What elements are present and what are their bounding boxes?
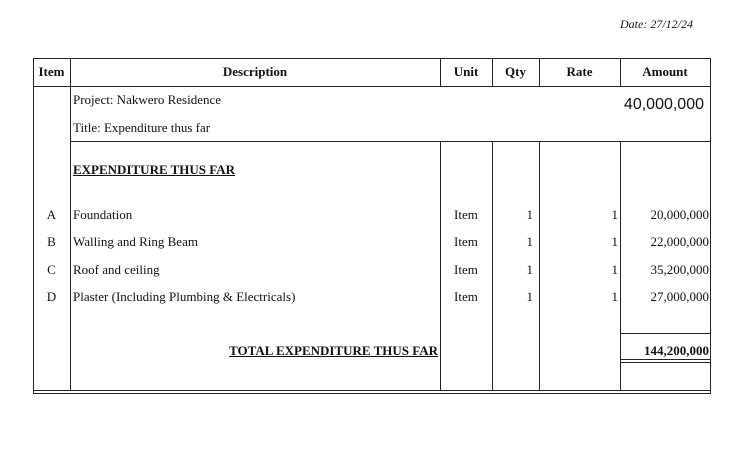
row-amount: 20,000,000: [650, 207, 709, 222]
row-item-code: B: [47, 234, 56, 249]
total-amount: 144,200,000: [644, 343, 709, 358]
total-box-bottom-double: [620, 362, 711, 363]
header-item: Item: [38, 64, 65, 79]
header-unit: Unit: [453, 64, 479, 79]
header-bottom-border: [33, 86, 711, 87]
row-rate: 1: [611, 234, 618, 249]
row-qty: 1: [526, 262, 533, 277]
row-qty: 1: [526, 207, 533, 222]
header-amount: Amount: [642, 64, 688, 79]
row-unit: Item: [454, 207, 478, 222]
item-column-divider: [70, 58, 71, 391]
table-left-border: [33, 58, 34, 394]
row-qty: 1: [526, 234, 533, 249]
row-item-code: D: [46, 289, 57, 304]
row-item-code: A: [46, 207, 57, 222]
row-rate: 1: [611, 262, 618, 277]
row-rate: 1: [611, 289, 618, 304]
total-box-bottom: [620, 359, 711, 360]
row-amount: 35,200,000: [650, 262, 709, 277]
row-description: Roof and ceiling: [73, 262, 160, 277]
row-description: Walling and Ring Beam: [73, 234, 198, 249]
header-qty: Qty: [505, 64, 526, 79]
row-description: Foundation: [73, 207, 133, 222]
row-rate: 1: [611, 207, 618, 222]
total-label: TOTAL EXPENDITURE THUS FAR: [229, 343, 438, 358]
header-description: Description: [222, 64, 288, 79]
row-amount: 27,000,000: [650, 289, 709, 304]
row-description: Plaster (Including Plumbing & Electricals): [73, 289, 296, 304]
project-title: Title: Expenditure thus far: [73, 120, 211, 135]
row-item-code: C: [47, 262, 56, 277]
table-right-border: [710, 58, 711, 394]
section-heading: EXPENDITURE THUS FAR: [73, 162, 236, 177]
project-name: Project: Nakwero Residence: [73, 92, 222, 107]
row-amount: 22,000,000: [650, 234, 709, 249]
row-qty: 1: [526, 289, 533, 304]
total-box-top: [620, 333, 711, 334]
row-unit: Item: [454, 262, 478, 277]
description-column-divider: [440, 141, 441, 391]
date-label: Date: 27/12/24: [620, 17, 693, 31]
row-unit: Item: [454, 289, 478, 304]
project-block-bottom-border: [70, 141, 711, 142]
header-rate: Rate: [566, 64, 593, 79]
table-bottom-border: [33, 390, 711, 391]
project-amount: 40,000,000: [623, 96, 704, 113]
row-unit: Item: [454, 234, 478, 249]
table-bottom-double-border: [33, 393, 711, 394]
